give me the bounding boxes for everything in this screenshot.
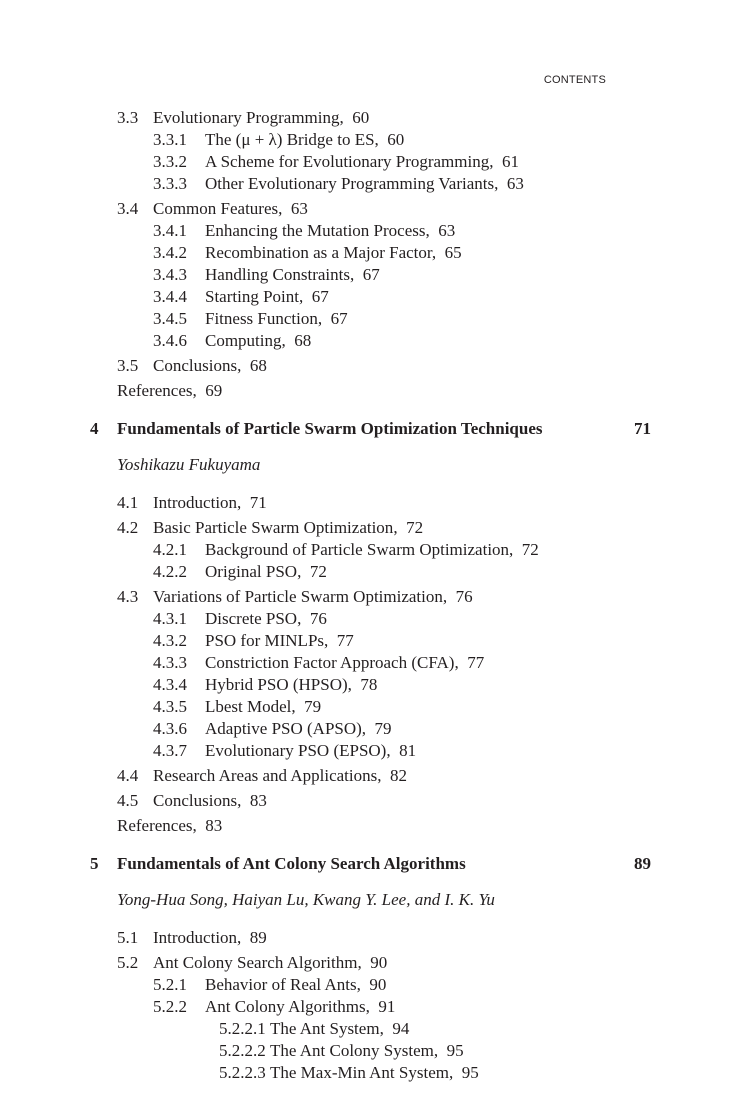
page-number: 83 [249, 791, 267, 810]
entry-title [205, 740, 416, 762]
entry-title-text: Fundamentals of Ant Colony Search Algorithms [117, 854, 466, 873]
chapter-entry[interactable] [0, 418, 739, 440]
page-number: 65 [444, 243, 462, 262]
entry-title-text: Handling Constraints [205, 265, 350, 284]
entry-number: 3.4.1 [153, 221, 187, 240]
separator: , [425, 221, 439, 240]
entry-number: 3.4.2 [153, 243, 187, 262]
entry-title-text: Conclusions [153, 791, 238, 810]
separator: , [361, 719, 375, 738]
entry-title [153, 492, 267, 514]
entry-number: 4.3.3 [153, 653, 187, 672]
entry-title-text: Yong-Hua Song, Haiyan Lu, Kwang Y. Lee, and I. K. Yu [117, 890, 495, 909]
entry-number: 3.5 [117, 356, 139, 375]
entry-title [153, 198, 308, 220]
toc-entry[interactable] [0, 765, 739, 787]
entry-title-text: Basic Particle Swarm Optimization [153, 518, 394, 537]
entry-title-text: Constriction Factor Approach (CFA) [205, 653, 455, 672]
entry-number: 4.3.6 [153, 719, 187, 738]
entry-number: 3.4.5 [153, 309, 187, 328]
entry-title [117, 853, 466, 875]
separator: , [494, 174, 507, 193]
entry-number: 4.3.5 [153, 697, 187, 716]
table-of-contents [0, 107, 739, 1084]
toc-entry[interactable] [0, 355, 739, 377]
separator: , [291, 697, 305, 716]
entry-title [205, 539, 539, 561]
running-head: CONTENTS [543, 74, 606, 86]
entry-title-text: Background of Particle Swarm Optimization [205, 540, 510, 559]
entry-title-text: The (μ + λ) Bridge to ES [205, 130, 375, 149]
toc-entry[interactable] [0, 927, 739, 949]
page-number: 60 [387, 130, 405, 149]
entry-title-text: Original PSO [205, 562, 298, 581]
page-number: 72 [521, 540, 539, 559]
separator: , [433, 1041, 447, 1060]
page-number: 89 [249, 928, 267, 947]
page-number: 67 [330, 309, 348, 328]
entry-title [205, 608, 327, 630]
separator: , [192, 381, 206, 400]
separator: , [356, 975, 370, 994]
separator: , [237, 493, 250, 512]
entry-title [205, 974, 386, 996]
references-entry[interactable] [0, 815, 739, 837]
entry-title-text: Introduction [153, 493, 238, 512]
entry-title-text: Evolutionary Programming [153, 108, 340, 127]
entry-title-text: References [117, 381, 193, 400]
separator: , [509, 540, 522, 559]
entry-title [153, 765, 407, 787]
entry-title [117, 380, 222, 402]
toc-entry[interactable] [0, 220, 739, 242]
entry-number: 3.4 [117, 199, 139, 218]
entry-title [205, 652, 484, 674]
separator: , [454, 653, 468, 672]
page-number: 79 [374, 719, 392, 738]
separator: , [448, 1063, 462, 1082]
separator: , [386, 741, 400, 760]
chapter-authors [0, 889, 739, 911]
entry-number: 5.1 [117, 928, 139, 947]
entry-title [205, 330, 311, 352]
toc-entry[interactable] [0, 173, 739, 195]
separator: , [237, 356, 250, 375]
page-number: 78 [360, 675, 378, 694]
entry-number: 4.4 [117, 766, 139, 785]
separator: , [281, 331, 295, 350]
page-number: 82 [390, 766, 407, 785]
entry-title-text: Ant Colony Algorithms [205, 997, 366, 1016]
separator: , [278, 199, 291, 218]
entry-number: 3.4.6 [153, 331, 187, 350]
entry-title-text: Ant Colony Search Algorithm [153, 953, 358, 972]
entry-title-text: Fitness Function [205, 309, 318, 328]
toc-entry[interactable] [0, 539, 739, 561]
separator: , [298, 287, 312, 306]
entry-number: 3.3.3 [153, 174, 187, 193]
toc-entry[interactable] [0, 561, 739, 583]
page-number: 68 [294, 331, 312, 350]
chapter-entry[interactable] [0, 853, 739, 875]
entry-number: 3.4.4 [153, 287, 187, 306]
toc-entry[interactable] [0, 242, 739, 264]
toc-entry[interactable] [0, 696, 739, 718]
separator: , [377, 766, 390, 785]
toc-entry[interactable] [0, 586, 739, 608]
chapter-authors [0, 454, 739, 476]
entry-title [153, 927, 267, 949]
references-entry[interactable] [0, 380, 739, 402]
separator: , [393, 518, 407, 537]
page-number: 71 [249, 493, 267, 512]
toc-entry[interactable] [0, 330, 739, 352]
page-number: 60 [352, 108, 370, 127]
toc-entry[interactable] [0, 286, 739, 308]
entry-number: 3.3 [117, 108, 139, 127]
separator: , [357, 953, 371, 972]
separator: , [324, 631, 337, 650]
toc-entry[interactable] [0, 790, 739, 812]
entry-title [117, 815, 222, 837]
separator: , [442, 587, 456, 606]
page-number: 77 [467, 653, 485, 672]
toc-entry[interactable] [0, 718, 739, 740]
page-number: 79 [304, 697, 322, 716]
toc-entry[interactable] [0, 740, 739, 762]
page-number: 63 [438, 221, 456, 240]
entry-title-text: Recombination as a Major Factor [205, 243, 432, 262]
separator: , [349, 265, 363, 284]
page-number: 68 [249, 356, 267, 375]
toc-entry[interactable] [0, 1040, 739, 1062]
entry-title [153, 107, 369, 129]
entry-title [205, 561, 327, 583]
toc-entry[interactable] [0, 952, 739, 974]
page-number: 90 [369, 975, 387, 994]
entry-number: 5.2.2.3 [219, 1063, 266, 1082]
entry-title-text: Other Evolutionary Programming Variants [205, 174, 495, 193]
entry-title [153, 355, 267, 377]
entry-title [270, 1018, 409, 1040]
page-number: 67 [311, 287, 329, 306]
separator: , [237, 791, 250, 810]
entry-title-text: References [117, 816, 193, 835]
entry-title-text: Introduction [153, 928, 238, 947]
entry-title-text: Adaptive PSO (APSO) [205, 719, 362, 738]
entry-title [205, 173, 524, 195]
entry-title-text: Common Features [153, 199, 279, 218]
entry-title-text: Lbest Model [205, 697, 292, 716]
entry-title [117, 454, 260, 476]
toc-entry[interactable] [0, 107, 739, 129]
entry-title [205, 242, 462, 264]
page-number: 94 [392, 1019, 410, 1038]
entry-number: 4.5 [117, 791, 139, 810]
toc-entry[interactable] [0, 151, 739, 173]
entry-number: 4.3.1 [153, 609, 187, 628]
page-number: 91 [378, 997, 396, 1016]
entry-number: 3.4.3 [153, 265, 187, 284]
entry-title-text: The Ant System [270, 1019, 380, 1038]
page-number: 72 [309, 562, 327, 581]
entry-number: 3.3.1 [153, 130, 187, 149]
entry-title-text: Research Areas and Applications [153, 766, 378, 785]
entry-number: 4.3.7 [153, 741, 187, 760]
separator: , [365, 997, 379, 1016]
entry-number: 5.2.1 [153, 975, 187, 994]
entry-number: 5.2 [117, 953, 139, 972]
entry-title-text: Discrete PSO [205, 609, 298, 628]
entry-title [205, 220, 455, 242]
entry-number: 4.1 [117, 493, 139, 512]
entry-title-text: Conclusions [153, 356, 238, 375]
toc-entry[interactable] [0, 492, 739, 514]
chapter-page-number: 89 [634, 854, 651, 873]
entry-title [270, 1062, 479, 1084]
page-number: 95 [461, 1063, 479, 1082]
toc-entry[interactable] [0, 630, 739, 652]
toc-entry[interactable] [0, 996, 739, 1018]
separator: , [374, 130, 388, 149]
entry-title-text: Yoshikazu Fukuyama [117, 455, 261, 474]
separator: , [192, 816, 206, 835]
entry-title [205, 718, 392, 740]
separator: , [317, 309, 331, 328]
entry-number: 4.3 [117, 587, 139, 606]
entry-number: 4.2.1 [153, 540, 187, 559]
entry-title [205, 308, 348, 330]
toc-entry[interactable] [0, 652, 739, 674]
entry-title [270, 1040, 464, 1062]
entry-title-text: Starting Point [205, 287, 299, 306]
separator: , [237, 928, 250, 947]
entry-title [117, 418, 542, 440]
entry-number: 5.2.2.2 [219, 1041, 266, 1060]
separator: , [339, 108, 353, 127]
entry-number: 4.3.4 [153, 675, 187, 694]
entry-title [153, 952, 387, 974]
entry-title [205, 630, 354, 652]
toc-entry[interactable] [0, 264, 739, 286]
page-number: 77 [336, 631, 354, 650]
entry-number: 5.2.2 [153, 997, 187, 1016]
separator: , [431, 243, 445, 262]
page-number: 63 [506, 174, 524, 193]
entry-title-text: Variations of Particle Swarm Optimization [153, 587, 443, 606]
entry-title [205, 129, 404, 151]
entry-title [117, 889, 495, 911]
separator: , [347, 675, 361, 694]
page-number: 61 [501, 152, 519, 171]
entry-title-text: Enhancing the Mutation Process [205, 221, 426, 240]
entry-title [153, 517, 423, 539]
toc-entry[interactable] [0, 308, 739, 330]
toc-entry[interactable] [0, 1062, 739, 1084]
toc-entry[interactable] [0, 1018, 739, 1040]
toc-entry[interactable] [0, 198, 739, 220]
entry-number: 3.3.2 [153, 152, 187, 171]
entry-number: 4.3.2 [153, 631, 187, 650]
entry-title [153, 790, 267, 812]
entry-title-text: Fundamentals of Particle Swarm Optimization Techniques [117, 419, 543, 438]
separator: , [489, 152, 502, 171]
entry-number: 4 [90, 419, 99, 438]
entry-title-text: PSO for MINLPs [205, 631, 325, 650]
entry-title-text: The Max-Min Ant System [270, 1063, 449, 1082]
page-number: 83 [205, 816, 223, 835]
page-number: 95 [446, 1041, 464, 1060]
chapter-page-number: 71 [634, 419, 651, 438]
entry-title-text: A Scheme for Evolutionary Programming [205, 152, 490, 171]
entry-title [205, 286, 329, 308]
page-number: 67 [362, 265, 380, 284]
entry-title [205, 996, 395, 1018]
toc-entry[interactable] [0, 974, 739, 996]
page-number: 81 [399, 741, 417, 760]
entry-number: 4.2.2 [153, 562, 187, 581]
entry-title-text: Hybrid PSO (HPSO) [205, 675, 348, 694]
entry-title-text: Computing [205, 331, 282, 350]
entry-title [205, 696, 321, 718]
entry-number: 4.2 [117, 518, 139, 537]
entry-title [205, 151, 519, 173]
separator: , [297, 609, 310, 628]
page-number: 72 [406, 518, 424, 537]
entry-title [153, 586, 473, 608]
entry-title-text: Behavior of Real Ants [205, 975, 357, 994]
page-number: 76 [455, 587, 473, 606]
toc-entry[interactable] [0, 129, 739, 151]
entry-title-text: Evolutionary PSO (EPSO) [205, 741, 387, 760]
page-number: 63 [290, 199, 308, 218]
page-number: 76 [309, 609, 327, 628]
entry-title [205, 674, 377, 696]
toc-entry[interactable] [0, 517, 739, 539]
separator: , [379, 1019, 393, 1038]
entry-title-text: The Ant Colony System [270, 1041, 434, 1060]
page-number: 69 [205, 381, 223, 400]
page-number: 90 [370, 953, 388, 972]
entry-title [205, 264, 380, 286]
entry-number: 5 [90, 854, 99, 873]
toc-entry[interactable] [0, 608, 739, 630]
separator: , [297, 562, 310, 581]
toc-entry[interactable] [0, 674, 739, 696]
entry-number: 5.2.2.1 [219, 1019, 266, 1038]
